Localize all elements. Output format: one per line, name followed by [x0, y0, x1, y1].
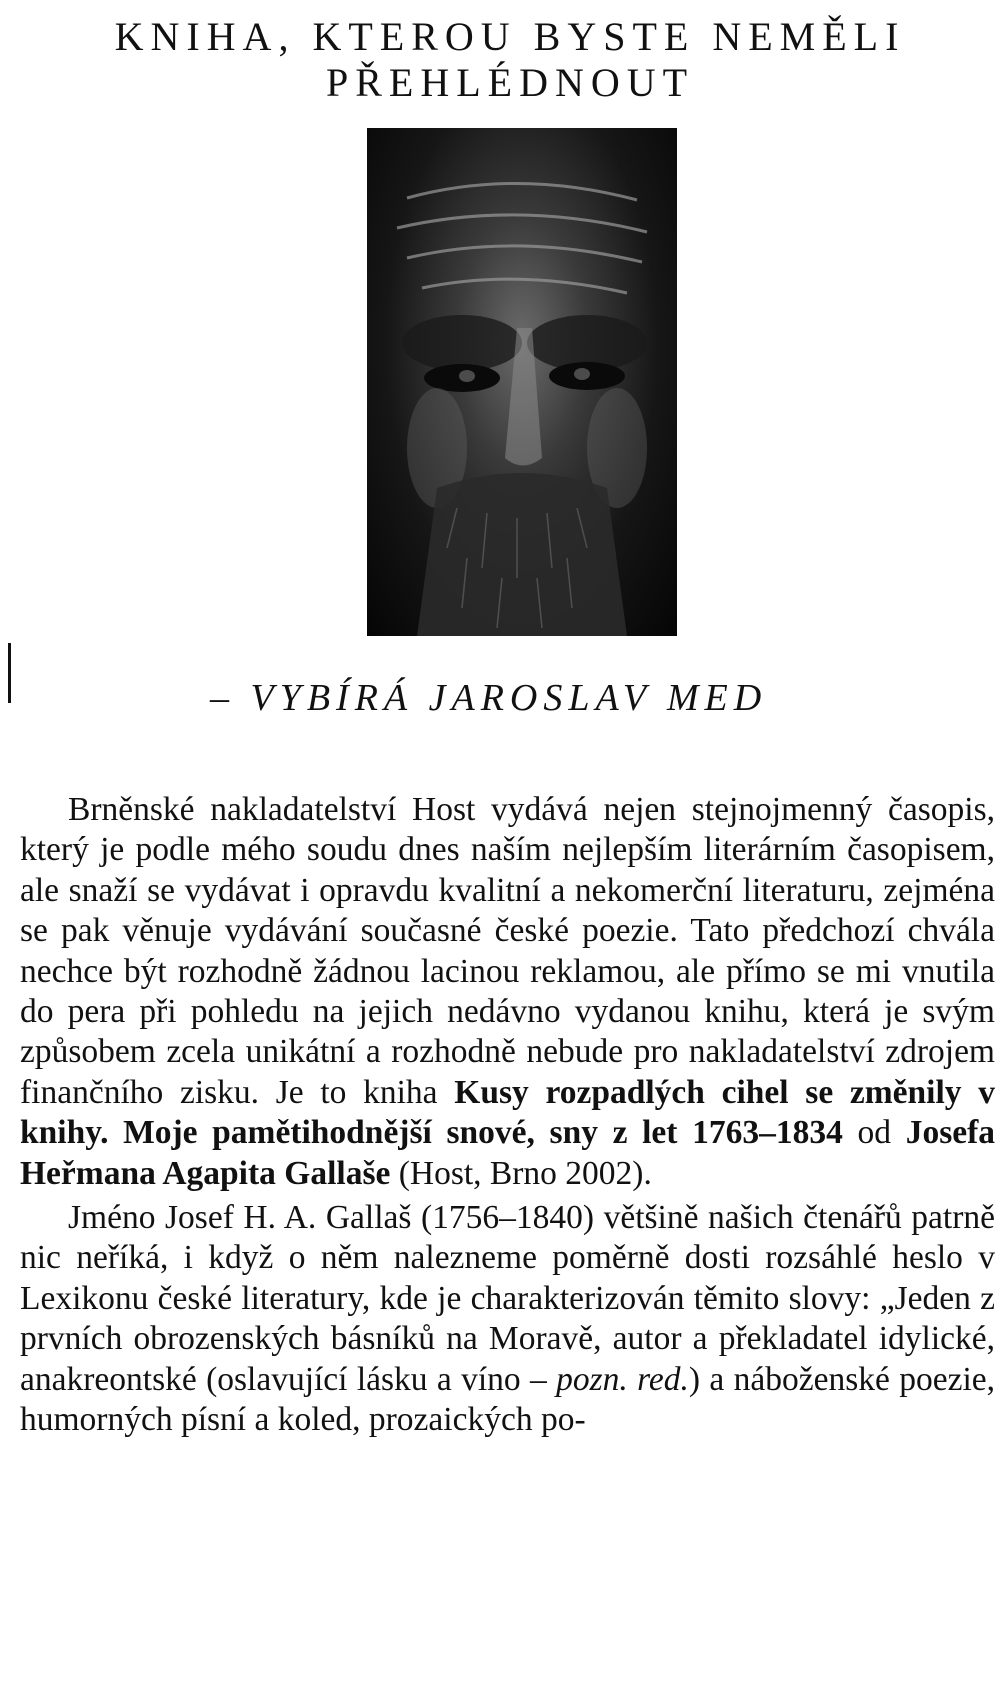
heading-line-1: KNIHA, KTEROU BYSTE NEMĚLI	[114, 14, 906, 59]
author-name: Josefa Heřmana Agapita Gallaše	[20, 1114, 995, 1192]
paragraph-2	[20, 1198, 995, 1440]
heading-line-2: PŘEHLÉDNOUT	[325, 60, 695, 105]
margin-rule	[8, 643, 11, 703]
paragraph-1-text: Brněnské nakladatelství Host vydává nejen stejnojmenný časopis, který je podle mého soudu dnes naším nejlepším literárním časopisem, ale snaží se vydávat i opravdu kvalitní a nekomerční literaturu, zejména se pak věnuje vydávání současné české poezie. Tato předchozí chvála nechce být rozhodně žádnou lacinou reklamou, ale přímo se mi vnutila do pera při pohledu na jejich nedávno vydanou knihu, která je svým způsobem zcela unikátní a rozhodně nebude pro nakladatelství zdrojem finančního zisku. Je to kniha	[20, 791, 995, 1111]
paragraph-1	[20, 790, 995, 1194]
article-heading	[100, 14, 920, 106]
paragraph-2-continuation: ) a náboženské poezie, humorných písní a koled, prozaických po-	[20, 1360, 995, 1439]
face-illustration	[367, 128, 677, 636]
publication-info: (Host, Brno 2002).	[390, 1154, 652, 1192]
article-body	[20, 790, 995, 1441]
paragraph-2-text: Jméno Josef H. A. Gallaš (1756–1840) většině našich čtenářů patrně nic neříká, i když o něm nalezneme poměrně dosti rozsáhlé heslo v Lexikonu české literatury, kde je charakterizován těmito slovy: „Jeden z prvních obrozenských básníků na Moravě, autor a překladatel idylické, anakreontské (oslavující lásku a víno –	[20, 1199, 995, 1398]
book-title: Kusy rozpadlých cihel se změnily v knihy. Moje pamětihodnější snové, sny z let 1763–1834	[20, 1073, 995, 1152]
editor-note: pozn. red.	[556, 1360, 689, 1398]
byline: – VYBÍRÁ JAROSLAV MED	[210, 677, 768, 719]
portrait-photo	[367, 128, 677, 636]
paragraph-1-connector: od	[842, 1114, 906, 1152]
